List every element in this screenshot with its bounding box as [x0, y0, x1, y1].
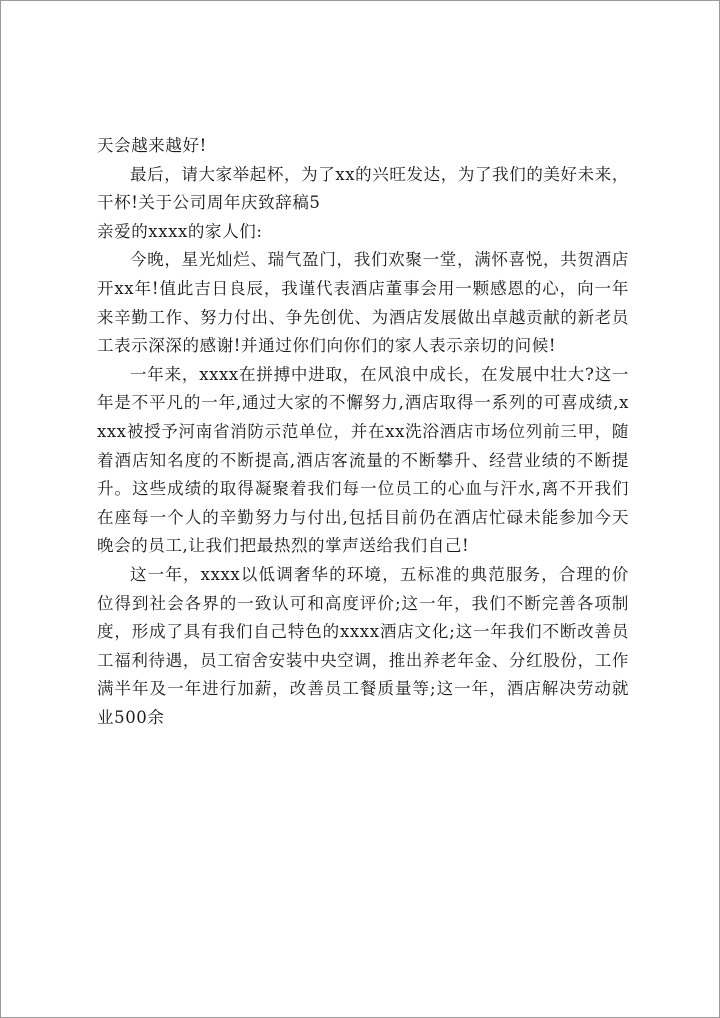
- document-body: [97, 132, 629, 732]
- paragraph-1: 天会越来越好!: [97, 136, 207, 155]
- paragraph-6: 这一年，xxxx以低调奢华的环境，五标准的典范服务，合理的价位得到社会各界的一致认可和高度评价;这一年，我们不断完善各项制度，形成了具有我们自己特色的xxxx酒店文化;这一年我们不断改善员工福利待遇，员工宿舍安装中央空调，推出养老年金、分红股份，工作满半年及一年进行加薪，改善员工餐质量等;这一年，酒店解决劳动就业500余: [97, 564, 629, 727]
- paragraph-4: 今晚，星光灿烂、瑞气盈门，我们欢聚一堂，满怀喜悦，共贺酒店开xx年!值此吉日良辰，我谨代表酒店董事会用一颗感恩的心，向一年来辛勤工作、努力付出、争先创优、为酒店发展做出卓越贡献的新老员工表示深深的感谢!并通过你们向你们的家人表示亲切的问候!: [97, 250, 629, 356]
- paragraph-3-salutation: 亲爱的xxxx的家人们:: [97, 221, 263, 241]
- paragraph-5: 一年来，xxxx在拼搏中进取，在风浪中成长，在发展中壮大?这一年是不平凡的一年,通过大家的不懈努力,酒店取得一系列的可喜成绩,xxxx被授予河南省消防示范单位，并在xx洗浴酒店市场位列前三甲，随着酒店知名度的不断提高,酒店客流量的不断攀升、经营业绩的不断提升。这些成绩的取得凝聚着我们每一位员工的心血与汗水,离不开我们在座每一个人的辛勤努力与付出,包括目前仍在酒店忙碌未能参加今天晚会的员工,让我们把最热烈的掌声送给我们自己!: [97, 364, 629, 556]
- paragraph-2: 最后，请大家举起杯，为了xx的兴旺发达，为了我们的美好未来，干杯!关于公司周年庆致辞稿5: [97, 164, 629, 213]
